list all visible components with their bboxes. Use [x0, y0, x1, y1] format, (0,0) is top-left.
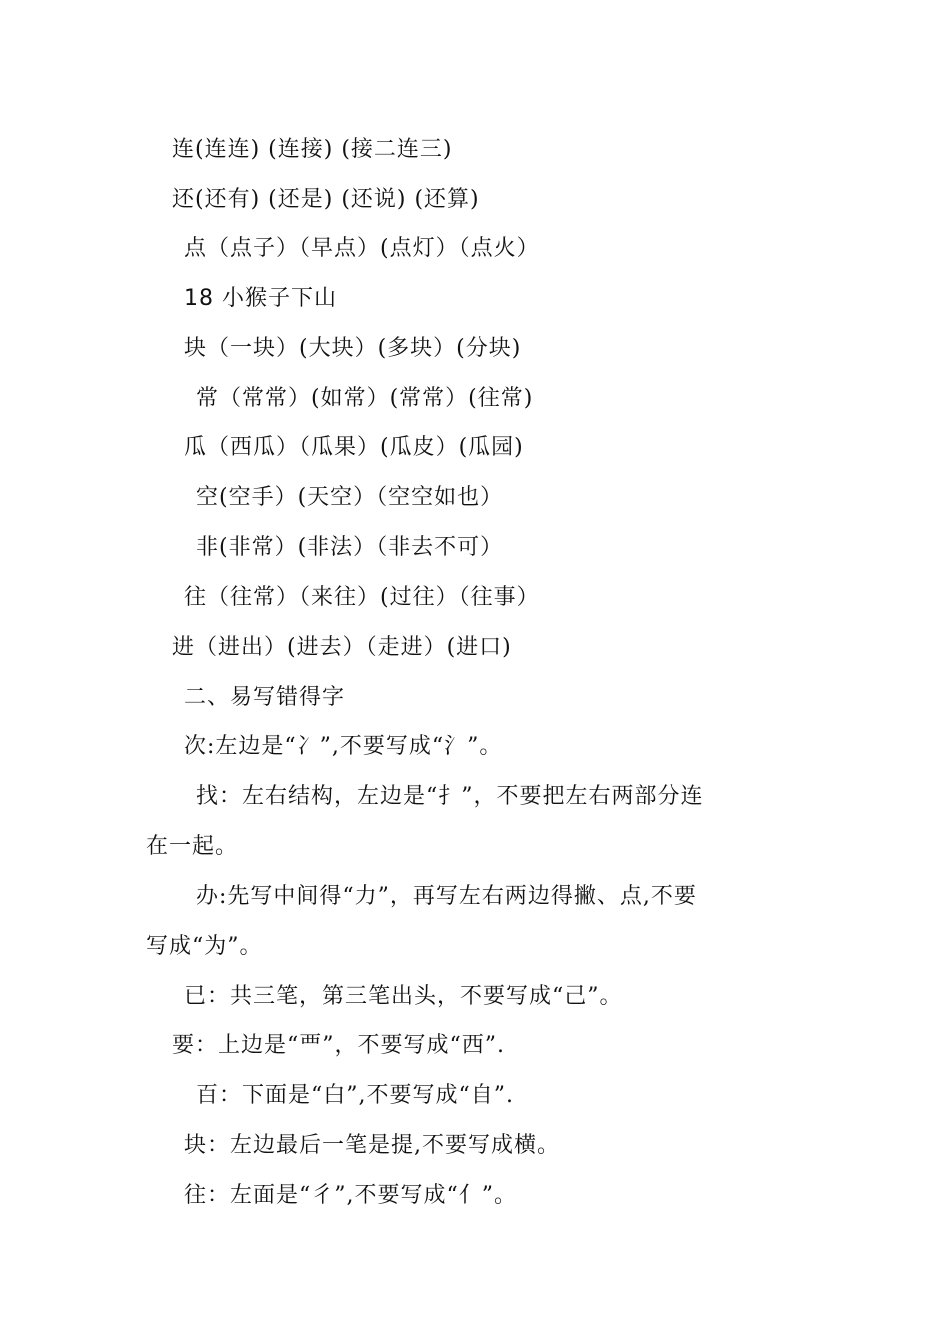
- text-line: 连(连连) (连接) (接二连三): [172, 137, 453, 162]
- text-line: 进（进出）(进去）（走进）(进口): [172, 635, 512, 660]
- text-line: 百：下面是“白”,不要写成“自”.: [196, 1083, 514, 1108]
- text-line: 瓜（西瓜）（瓜果）(瓜皮）(瓜园): [184, 435, 524, 460]
- text-line: 点（点子）（早点）(点灯）（点火）: [184, 236, 540, 261]
- section-heading: 二、易写错得字: [184, 685, 346, 710]
- text-line: 办:先写中间得“力”，再写左右两边得撇、点,不要: [196, 884, 697, 909]
- text-line: 块（一块）(大块）(多块）(分块): [184, 336, 522, 361]
- section-heading: 18 小猴子下山: [184, 286, 337, 311]
- text-line: 块：左边最后一笔是提,不要写成横。: [184, 1133, 560, 1158]
- text-line: 还(还有) (还是) (还说) (还算): [172, 187, 480, 212]
- text-line: 要：上边是“覀”，不要写成“西”.: [172, 1033, 505, 1058]
- text-line: 往：左面是“彳”,不要写成“亻”。: [184, 1183, 517, 1208]
- text-line: 写成“为”。: [146, 934, 263, 959]
- text-line: 找：左右结构，左边是“扌”，不要把左右两部分连: [196, 784, 704, 809]
- text-line: 次:左边是“冫”,不要写成“氵”。: [184, 734, 503, 759]
- text-line: 往（往常）（来往）(过往）（往事）: [184, 585, 540, 610]
- text-line: 非(非常）(非法）（非去不可）: [196, 535, 504, 560]
- text-line: 空(空手）(天空）（空空如也）: [196, 485, 504, 510]
- text-line: 常（常常）(如常）(常常）(往常): [196, 386, 534, 411]
- text-line: 已：共三笔，第三笔出头，不要写成“己”。: [184, 984, 623, 1009]
- text-line: 在一起。: [146, 834, 239, 859]
